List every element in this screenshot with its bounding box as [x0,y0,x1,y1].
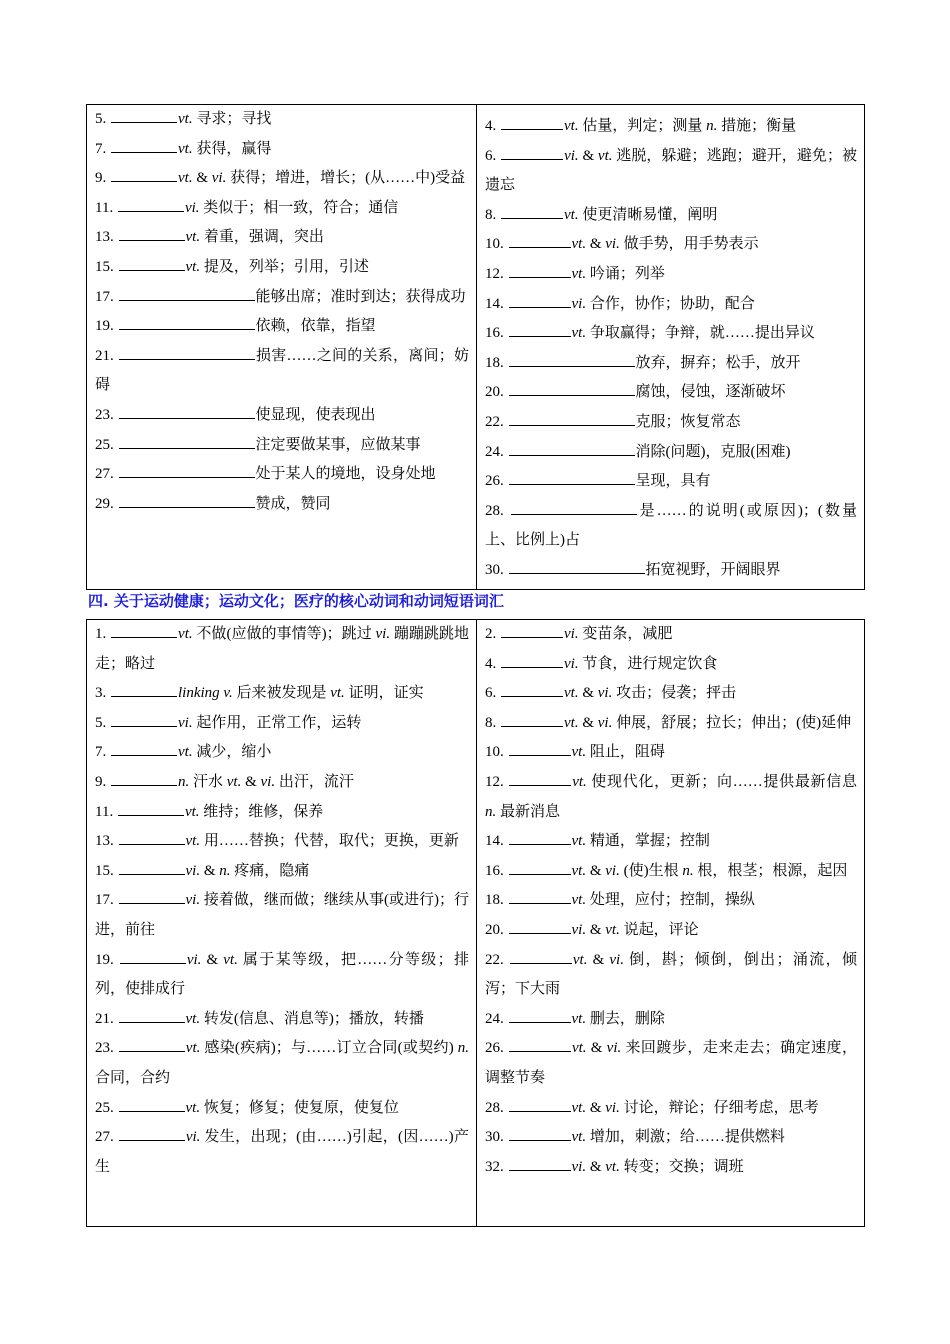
answer-blank[interactable] [509,1156,571,1171]
item-number: 18. [485,892,504,909]
vocab-table-2 [86,619,865,1227]
item-definition: n. 汗水 vt. & vi. 出汗，流汗 [178,773,354,790]
answer-blank[interactable] [509,293,571,308]
item-definition: vt. 提及，列举；引用，引述 [185,258,369,275]
vocab-item [95,827,469,857]
vocab-item [485,946,857,1005]
vocab-table-1-left-column [87,105,477,589]
vocab-item [95,679,469,709]
item-number: 24. [485,443,504,460]
answer-blank[interactable] [111,771,177,786]
item-definition: vi. 节食，进行规定饮食 [564,655,718,672]
item-definition: vt. 不做(应做的事情等)；跳过 vi. 蹦蹦跳跳地走；略过 [95,626,469,672]
vocab-item [485,378,857,408]
item-definition: vt. 寻求；寻找 [178,111,272,127]
item-number: 29. [95,495,114,512]
answer-blank[interactable] [119,830,185,845]
item-definition: vt. 吟诵；列举 [571,265,665,282]
answer-blank[interactable] [509,919,571,934]
vocab-item [95,194,469,224]
answer-blank[interactable] [509,1097,571,1112]
answer-blank[interactable] [511,500,637,515]
item-definition: vt. 精通，掌握；控制 [571,833,710,850]
item-number: 10. [485,744,504,761]
answer-blank[interactable] [509,860,571,875]
vocab-item [95,1034,469,1093]
item-definition: vt. 阻止，阻碍 [571,744,665,761]
vocab-item [485,886,857,916]
vocab-table-1-right-column [477,105,864,589]
answer-blank[interactable] [119,1097,185,1112]
item-number: 16. [485,862,504,879]
item-number: 21. [95,1010,114,1027]
vocab-item [95,1094,469,1124]
item-number: 24. [485,1010,504,1027]
vocab-item [485,438,857,468]
vocab-item [485,467,857,497]
item-definition: vi. & vt. 属于某等级，把……分等级；排列，使排成行 [95,951,469,998]
vocab-item [95,768,469,798]
answer-blank[interactable] [119,860,185,875]
item-number: 3. [95,685,107,702]
answer-blank[interactable] [509,263,571,278]
vocab-item [485,857,857,887]
item-number: 27. [95,1129,114,1146]
answer-blank[interactable] [509,352,635,367]
vocab-item [485,650,857,680]
item-definition: vt. 着重，强调，突出 [185,229,324,246]
answer-blank[interactable] [509,470,635,485]
vocab-item [95,135,469,165]
item-definition: vt. 维持；维修，保养 [184,803,324,820]
vocab-item [485,497,857,556]
item-number: 17. [95,892,114,909]
answer-blank[interactable] [509,889,571,904]
vocab-item [485,408,857,438]
vocab-item [95,709,469,739]
vocab-item [95,283,469,313]
vocab-item [485,112,857,142]
vocab-item [485,290,857,320]
item-definition: 使显现，使表现出 [255,406,376,423]
item-definition: vt. & vi. 做手势，用手势表示 [571,236,759,253]
vocab-item [95,857,469,887]
item-number: 19. [95,318,114,335]
item-number: 30. [485,561,504,578]
vocab-item [95,490,469,520]
item-number: 15. [95,862,114,879]
item-definition: 放弃，摒弃；松手，放开 [635,354,801,371]
item-definition: vt. 使现代化，更新；向……提供最新信息 n. 最新消息 [485,773,857,820]
item-definition: vt. & vi. 讨论，辩论；仔细考虑，思考 [571,1099,819,1116]
vocab-item [95,1005,469,1035]
item-number: 12. [485,773,504,790]
vocab-item [95,620,469,679]
item-definition: vi. 类似于；相一致，符合；通信 [184,199,399,216]
answer-blank[interactable] [118,197,184,212]
answer-blank[interactable] [509,771,571,786]
answer-blank[interactable] [111,712,177,727]
item-number: 15. [95,258,114,275]
vocab-table-2-right-column [477,620,864,1226]
answer-blank[interactable] [119,404,255,419]
item-number: 13. [95,833,114,850]
vocab-item [95,886,469,945]
item-number: 30. [485,1129,504,1146]
answer-blank[interactable] [509,381,635,396]
item-definition: vt. 估量，判定；测量 n. 措施；衡量 [564,118,797,134]
answer-blank[interactable] [501,653,563,668]
item-definition: vt. 争取赢得；争辩，就……提出异议 [571,325,815,342]
item-number: 8. [485,206,497,223]
item-number: 4. [485,655,497,672]
vocab-item [485,738,857,768]
item-number: 5. [95,111,107,127]
answer-blank[interactable] [501,712,563,727]
vocab-item [485,319,857,349]
item-number: 25. [95,1099,114,1116]
answer-blank[interactable] [509,1037,571,1052]
answer-blank[interactable] [501,623,563,638]
item-number: 16. [485,325,504,342]
vocab-item [95,431,469,461]
answer-blank[interactable] [510,949,572,964]
vocab-item [485,768,857,827]
item-number: 22. [485,413,504,430]
item-definition: vt. & vi. 攻击；侵袭；抨击 [564,685,737,702]
vocab-item [485,260,857,290]
vocab-item [95,223,469,253]
item-definition: vi. 合作，协作；协助，配合 [571,295,755,312]
item-number: 5. [95,714,107,731]
answer-blank[interactable] [119,345,255,360]
vocab-item [95,312,469,342]
item-number: 21. [95,347,114,364]
item-definition: vt. 转发(信息、消息等)；播放，转播 [185,1010,424,1027]
vocab-item [95,946,469,1005]
answer-blank[interactable] [111,108,177,123]
vocab-table-2-left-column [87,620,477,1226]
answer-blank[interactable] [509,1008,571,1023]
item-definition: vt. & vi. 来回踱步，走来走去；确定速度，调整节奏 [485,1040,857,1086]
answer-blank[interactable] [509,559,645,574]
answer-blank[interactable] [119,889,185,904]
section-heading: 四. 关于运动健康；运动文化；医疗的核心动词和动词短语词汇 [88,592,504,610]
item-definition: vt. 获得，赢得 [178,140,272,157]
item-definition: 能够出席；准时到达；获得成功 [255,288,466,305]
item-number: 26. [485,1040,504,1057]
item-number: 9. [95,773,107,790]
answer-blank[interactable] [119,226,185,241]
answer-blank[interactable] [111,623,177,638]
vocab-item [485,1094,857,1124]
item-definition: vt. 恢复；修复；使复原，使复位 [185,1099,399,1116]
vocab-item [485,349,857,379]
answer-blank[interactable] [501,682,563,697]
vocab-item [95,342,469,401]
item-definition: vt. & vi. (使)生根 n. 根，根茎；根源，起因 [571,862,848,879]
item-number: 14. [485,295,504,312]
item-number: 11. [95,803,114,820]
item-number: 23. [95,1040,114,1057]
answer-blank[interactable] [501,145,563,160]
item-definition: vi. 变苗条，减肥 [564,626,673,642]
answer-blank[interactable] [120,949,186,964]
item-definition: 克服；恢复常态 [635,413,741,430]
item-number: 7. [95,140,107,157]
vocab-item [485,679,857,709]
vocab-item [485,142,857,201]
answer-blank[interactable] [501,204,563,219]
vocab-item [485,556,857,586]
item-definition: vt. 使更清晰易懂，阐明 [564,206,718,223]
answer-blank[interactable] [111,741,177,756]
vocab-item [95,738,469,768]
item-number: 28. [485,502,504,519]
item-definition: 拓宽视野，开阔眼界 [645,561,781,578]
item-definition: vi. 起作用，正常工作，运转 [178,714,362,731]
item-definition: 是……的说明(或原因)；(数量上、比例上)占 [485,502,857,549]
vocab-item [485,620,857,650]
item-number: 13. [95,229,114,246]
item-number: 23. [95,406,114,423]
vocab-item [485,709,857,739]
answer-blank[interactable] [111,682,177,697]
item-definition: vt. & vi. 倒，斟；倾倒，倒出；涌流，倾泻；下大雨 [485,951,857,998]
item-definition: 消除(问题)，克服(困难) [635,443,791,460]
vocab-item [95,253,469,283]
item-definition: vt. 处理，应付；控制，操纵 [571,892,755,909]
item-number: 25. [95,436,114,453]
vocab-table-1 [86,104,865,590]
answer-blank[interactable] [119,434,255,449]
item-number: 20. [485,384,504,401]
vocab-item [95,460,469,490]
vocab-item [95,1123,469,1182]
answer-blank[interactable] [509,322,571,337]
vocab-item [485,1005,857,1035]
vocab-item [95,401,469,431]
item-definition: 损害……之间的关系，离间；妨碍 [95,347,469,394]
item-number: 32. [485,1158,504,1175]
item-definition: vi. & vt. 转变；交换；调班 [571,1158,744,1175]
answer-blank[interactable] [509,441,635,456]
item-number: 2. [485,626,497,642]
item-number: 18. [485,354,504,371]
answer-blank[interactable] [119,286,255,301]
item-definition: vt. 增加，刺激；给……提供燃料 [571,1129,785,1146]
item-number: 12. [485,265,504,282]
item-definition: 注定要做某事，应做某事 [255,436,421,453]
item-number: 26. [485,473,504,490]
item-number: 9. [95,170,107,187]
item-number: 27. [95,466,114,483]
item-number: 8. [485,714,497,731]
item-definition: vt. & vi. 获得；增进，增长；(从……中)受益 [178,170,466,187]
answer-blank[interactable] [111,138,177,153]
vocab-item [485,1123,857,1153]
vocab-item [95,798,469,828]
item-number: 28. [485,1099,504,1116]
item-definition: vt. 删去，删除 [571,1010,665,1027]
item-definition: 处于某人的境地，设身处地 [255,466,436,483]
item-number: 1. [95,626,107,642]
item-definition: 依赖，依靠，指望 [255,318,376,335]
answer-blank[interactable] [509,1126,571,1141]
vocab-item [485,1153,857,1183]
item-definition: vi. & n. 疼痛，隐痛 [185,862,310,879]
item-definition: linking v. 后来被发现是 vt. 证明，证实 [178,685,424,702]
item-number: 14. [485,833,504,850]
item-number: 7. [95,744,107,761]
vocab-item [485,827,857,857]
item-definition: vt. 感染(疾病)；与……订立合同(或契约) n. 合同，合约 [95,1040,470,1086]
item-number: 4. [485,118,497,134]
item-definition: vi. & vt. 说起，评论 [571,921,699,938]
vocab-item [485,916,857,946]
answer-blank[interactable] [118,801,184,816]
item-number: 10. [485,236,504,253]
item-definition: vt. 减少，缩小 [178,744,272,761]
vocab-item [485,201,857,231]
vocab-item [95,164,469,194]
item-definition: vt. 用……替换；代替，取代；更换，更新 [185,833,459,850]
answer-blank[interactable] [119,256,185,271]
item-number: 19. [95,951,114,968]
answer-blank[interactable] [509,411,635,426]
answer-blank[interactable] [501,115,563,130]
answer-blank[interactable] [119,1126,185,1141]
item-definition: vi. 接着做，继而做；继续从事(或进行)；行进，前往 [95,892,469,938]
item-definition: vi. 发生，出现；(由……)引起，(因……)产生 [95,1129,470,1175]
vocab-item [485,1034,857,1093]
answer-blank[interactable] [119,1008,185,1023]
answer-blank[interactable] [119,493,255,508]
item-number: 11. [95,199,114,216]
item-definition: vi. & vt. 逃脱，躲避；逃跑；避开，避免；被遗忘 [485,147,857,194]
item-number: 6. [485,147,497,164]
item-definition: 腐蚀，侵蚀，逐渐破坏 [635,384,786,401]
item-number: 20. [485,921,504,938]
item-definition: vt. & vi. 伸展，舒展；拉长；伸出；(使)延伸 [564,714,852,731]
vocab-item [485,230,857,260]
item-definition: 呈现，具有 [635,473,711,490]
answer-blank[interactable] [119,463,255,478]
answer-blank[interactable] [509,233,571,248]
answer-blank[interactable] [111,167,177,182]
answer-blank[interactable] [119,1037,185,1052]
answer-blank[interactable] [509,830,571,845]
item-number: 6. [485,685,497,702]
item-number: 17. [95,288,114,305]
vocab-item [95,105,469,135]
item-number: 22. [485,951,504,968]
item-definition: 赞成，赞同 [255,495,331,512]
answer-blank[interactable] [119,315,255,330]
answer-blank[interactable] [509,741,571,756]
